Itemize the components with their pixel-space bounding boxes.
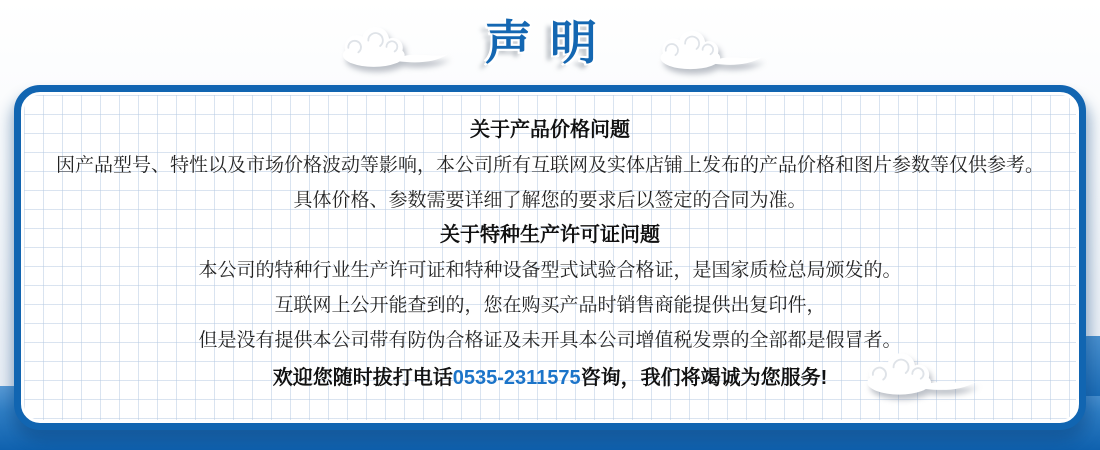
cloud-icon bbox=[650, 24, 764, 74]
section-heading-license: 关于特种生产许可证问题 bbox=[440, 224, 660, 246]
statement-line: 但是没有提供本公司带有防伪合格证及未开具本公司增值税发票的全部都是假冒者。 bbox=[198, 330, 902, 351]
phone-number: 0535-2311575 bbox=[452, 367, 581, 389]
statement-line: 具体价格、参数需要详细了解您的要求后以签定的合同为准。 bbox=[293, 190, 807, 211]
contact-line-suffix: 咨询，我们将竭诚为您服务! bbox=[580, 367, 828, 389]
contact-line-prefix: 欢迎您随时拔打电话 bbox=[272, 367, 453, 389]
cloud-icon bbox=[856, 346, 978, 400]
section-heading-price: 关于产品价格问题 bbox=[470, 119, 630, 141]
statement-line: 本公司的特种行业生产许可证和特种设备型式试验合格证，是国家质检总局颁发的。 bbox=[198, 260, 902, 281]
page-title: 声明 bbox=[485, 16, 615, 69]
statement-line: 互联网上公开能查到的，您在购买产品时销售商能提供出复印件， bbox=[274, 295, 826, 316]
statement-line: 因产品型号、特性以及市场价格波动等影响，本公司所有互联网及实体店铺上发布的产品价格和图片参数等仅供参考。 bbox=[55, 155, 1044, 176]
